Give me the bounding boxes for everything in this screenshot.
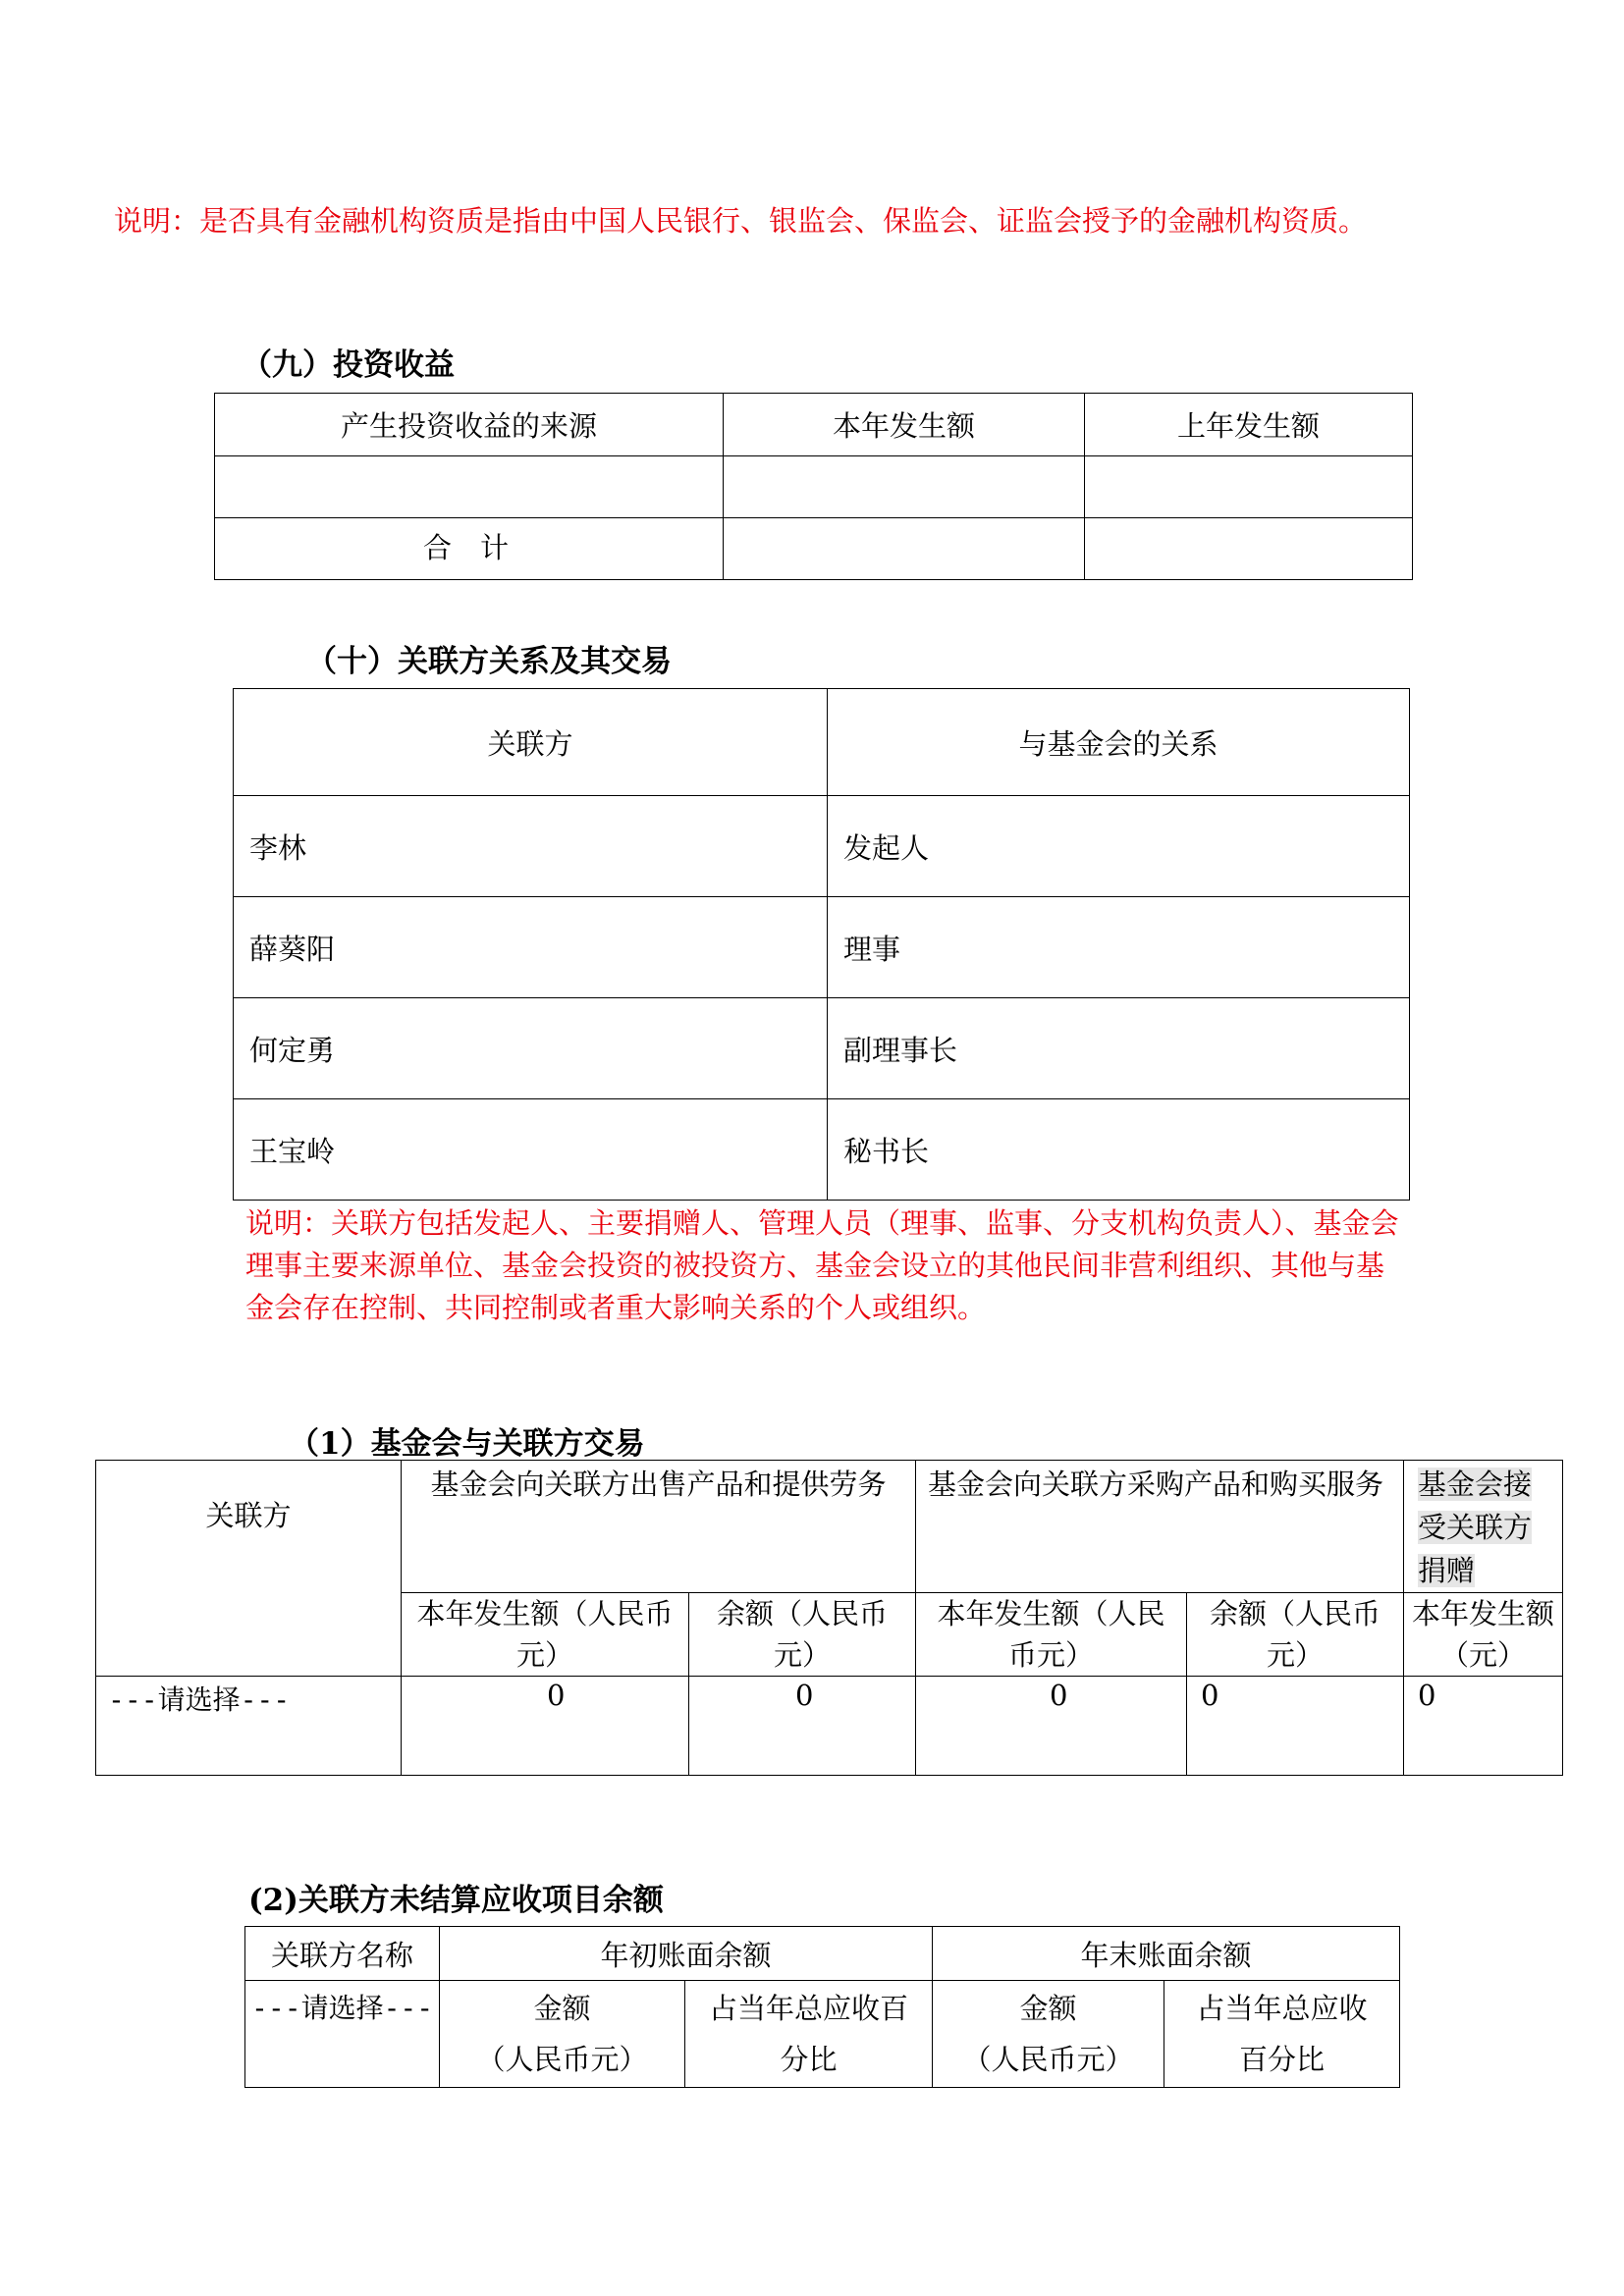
amount-label: 金额 <box>533 1992 591 2025</box>
party-select[interactable]: ---请选择--- <box>96 1677 402 1776</box>
header-beginning-balance: 年初账面余额 <box>440 1927 933 1981</box>
header-current-year: 本年发生额 <box>724 394 1085 456</box>
begin-percentage-header: 占当年总应收百分比 <box>685 1981 933 2088</box>
related-party-transactions-table <box>95 1460 1563 1776</box>
empty-cell <box>215 456 724 518</box>
related-party-name: 何定勇 <box>234 998 828 1099</box>
header-buy-group: 基金会向关联方采购产品和购买服务 <box>916 1461 1404 1593</box>
section10-title: （十）关联方关系及其交易 <box>306 644 672 679</box>
header-income-source: 产生投资收益的来源 <box>215 394 724 456</box>
subheader-buy-balance: 余额（人民币元） <box>1187 1593 1404 1677</box>
header-sell-group: 基金会向关联方出售产品和提供劳务 <box>402 1461 916 1593</box>
related-party-relation: 副理事长 <box>828 998 1410 1099</box>
subheader-buy-year-amount: 本年发生额（人民币元） <box>916 1593 1187 1677</box>
header-donation-group <box>1404 1461 1563 1593</box>
related-party-relation: 秘书长 <box>828 1099 1410 1201</box>
buy-balance-value: 0 <box>1187 1677 1404 1776</box>
header-related-party: 关联方 <box>234 689 828 796</box>
unsettled-receivables-table <box>244 1926 1400 2088</box>
empty-cell <box>724 456 1085 518</box>
header-party-name: 关联方名称 <box>245 1927 440 1981</box>
header-relationship: 与基金会的关系 <box>828 689 1410 796</box>
empty-cell <box>1085 456 1413 518</box>
amount-unit: （人民币元） <box>476 2043 648 2076</box>
donation-value: 0 <box>1404 1677 1563 1776</box>
end-amount-header <box>933 1981 1164 2088</box>
related-party-table <box>233 688 1410 1201</box>
amount-unit: （人民币元） <box>962 2043 1134 2076</box>
total-label: 合 计 <box>215 518 724 580</box>
subheader-sell-year-amount: 本年发生额（人民币元） <box>402 1593 689 1677</box>
sub2-title: (2)关联方未结算应收项目余额 <box>248 1883 664 1918</box>
empty-cell <box>724 518 1085 580</box>
empty-cell <box>1085 518 1413 580</box>
related-party-name: 薛葵阳 <box>234 897 828 998</box>
related-party-name: 李林 <box>234 796 828 897</box>
investment-income-table <box>214 393 1413 580</box>
end-percentage-header: 占当年总应收百分比 <box>1164 1981 1400 2088</box>
buy-year-amount-value: 0 <box>916 1677 1187 1776</box>
related-party-relation: 理事 <box>828 897 1410 998</box>
section9-title: （九）投资收益 <box>242 347 455 383</box>
subheader-sell-balance: 余额（人民币元） <box>689 1593 916 1677</box>
sub1-title: （1）基金会与关联方交易 <box>289 1426 645 1462</box>
party-select[interactable]: ---请选择--- <box>245 1981 440 2088</box>
related-party-relation: 发起人 <box>828 796 1410 897</box>
subheader-donation-year-amount: 本年发生额（元） <box>1404 1593 1563 1677</box>
related-party-note: 说明：关联方包括发起人、主要捐赠人、管理人员（理事、监事、分支机构负责人）、基金会理事主要来源单位、基金会投资的被投资方、基金会设立的其他民间非营利组织、其他与基金会存在控制、共同控制或者重大影响关系的个人或组织。 <box>245 1206 1399 1324</box>
sell-balance-value: 0 <box>689 1677 916 1776</box>
header-ending-balance: 年末账面余额 <box>933 1927 1400 1981</box>
financial-qualification-note: 说明：是否具有金融机构资质是指由中国人民银行、银监会、保监会、证监会授予的金融机构资质。 <box>114 204 1368 238</box>
header-party: 关联方 <box>96 1461 402 1677</box>
header-prior-year: 上年发生额 <box>1085 394 1413 456</box>
donation-header-text: 基金会接受关联方捐赠 <box>1418 1468 1533 1587</box>
related-party-name: 王宝岭 <box>234 1099 828 1201</box>
sell-year-amount-value: 0 <box>402 1677 689 1776</box>
amount-label: 金额 <box>1019 1992 1077 2025</box>
begin-amount-header <box>440 1981 685 2088</box>
